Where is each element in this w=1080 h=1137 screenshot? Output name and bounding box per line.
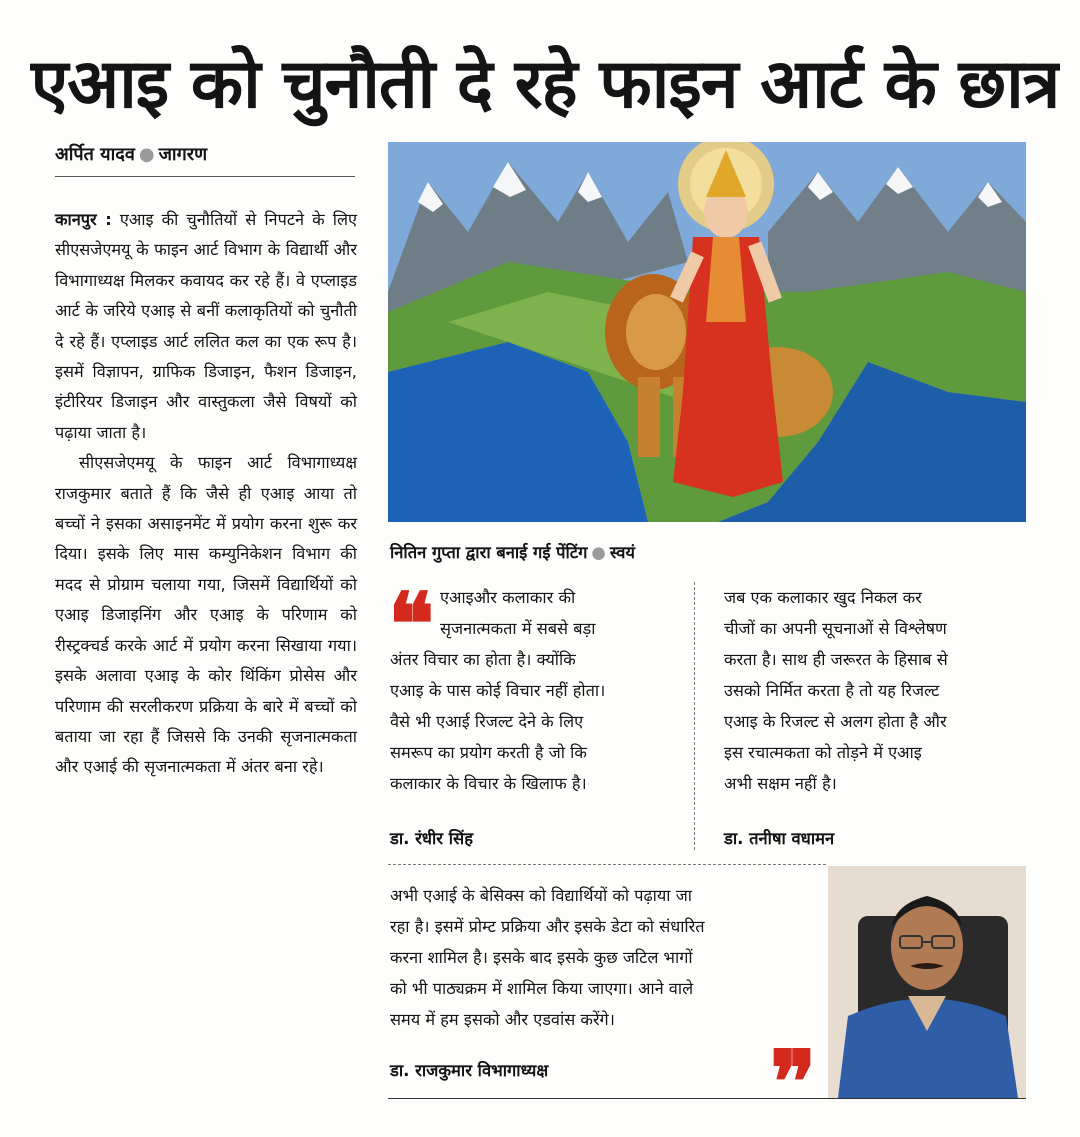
- source-name: जागरण: [158, 144, 208, 165]
- quote-2-line: एआइ के रिजल्ट से अलग होता है और: [724, 712, 947, 731]
- painting-photo: [388, 142, 1026, 522]
- quote-2-body: [724, 582, 1024, 799]
- quote-3-line: करना शामिल है। इसके बाद इसके कुछ जटिल भागों: [390, 948, 693, 967]
- quote-1-body: [390, 644, 690, 799]
- quote-1-line: समरूप का प्रयोग करती है जो कि: [390, 743, 587, 762]
- author-name: अर्पित यादव: [55, 144, 135, 165]
- separator-dot-icon: ●: [591, 543, 606, 562]
- quote-1-author: डा. रंधीर सिंह: [390, 829, 473, 848]
- section-divider: [388, 864, 826, 865]
- quote-1-line: एआइ के पास कोई विचार नहीं होता।: [390, 681, 606, 700]
- open-quote-icon: ❝: [388, 574, 435, 675]
- portrait-photo: [828, 866, 1026, 1098]
- quote-3-body: [390, 880, 826, 1035]
- quote-2-line: चीजों का अपनी सूचनाओं से विश्लेषण: [724, 619, 947, 638]
- quote-3-line: समय में हम इसको और एडवांस करेंगे।: [390, 1010, 615, 1029]
- quote-3-line: रहा है। इसमें प्रोम्ट प्रक्रिया और इसके डेटा को संधारित: [390, 917, 705, 936]
- quote-3-line: अभी एआई के बेसिक्स को विद्यार्थियों को पढ़ाया जा: [390, 886, 693, 905]
- article-body: [55, 205, 357, 783]
- quote-2-line: करता है। साथ ही जरूरत के हिसाब से: [724, 650, 948, 669]
- quote-2-line: इस रचात्मकता को तोड़ने में एआइ: [724, 743, 922, 762]
- separator-dot-icon: ●: [138, 144, 155, 165]
- paragraph-1: [55, 205, 357, 448]
- byline-divider: [55, 176, 355, 177]
- bottom-divider: [388, 1098, 1026, 1099]
- painting-illustration: [388, 142, 1026, 522]
- quote-2-line: जब एक कलाकार खुद निकल कर: [724, 588, 922, 607]
- photo-caption: [390, 540, 635, 563]
- portrait-illustration: [828, 866, 1026, 1098]
- quote-1-line: वैसे भी एआई रिजल्ट देने के लिए: [390, 712, 584, 731]
- quote-3-line: को भी पाठ्यक्रम में शामिल किया जाएगा। आने वाले: [390, 979, 694, 998]
- dateline: कानपुर :: [55, 210, 112, 229]
- quote-1-line: एआइऔर कलाकार की: [440, 588, 576, 607]
- close-quote-icon: ❞: [770, 1032, 817, 1133]
- quote-2-line: अभी सक्षम नहीं है।: [724, 774, 837, 793]
- quote-1-lead: [440, 582, 690, 644]
- quote-3-author: डा. राजकुमार विभागाध्यक्ष: [390, 1061, 549, 1080]
- byline: [55, 142, 355, 166]
- paragraph-2: सीएसजेएमयू के फाइन आर्ट विभागाध्यक्ष राजकुमार बताते हैं कि जैसे ही एआइ आया तो बच्चों ने इसका असाइनमेंट में प्रयोग करना शुरू कर दिया। इसके लिए मास कम्युनिकेशन विभाग की मदद से प्रोग्राम चलाया गया, जिसमें विद्यार्थियों को एआइ डिजाइनिंग और एआइ के परिणाम को रीस्ट्रक्चर्ड करके आर्ट में प्रयोग करना सिखाया गया। इसके अलावा एआइ के कोर थिंकिंग प्रोसेस और परिणाम की सरलीकरण प्रक्रिया के बारे में बच्चों को बताया जा रहा हैं जिससे कि उनकी सृजनात्मकता और एआई की सृजनात्मकता में अंतर बना रहे।: [55, 453, 357, 777]
- quote-1-line: कलाकार के विचार के खिलाफ है।: [390, 774, 587, 793]
- quote-1-line: अंतर विचार का होता है। क्योंकि: [390, 650, 576, 669]
- caption-text: नितिन गुप्ता द्वारा बनाई गई पेंटिंग: [390, 543, 588, 562]
- photo-credit: स्वयं: [609, 543, 635, 562]
- quote-2-author: डा. तनीषा वधामन: [724, 829, 835, 848]
- headline: एआइ को चुनौती दे रहे फाइन आर्ट के छात्र: [30, 45, 1060, 124]
- paragraph-1-text: एआइ की चुनौतियों से निपटने के लिए सीएसजेएमयू के फाइन आर्ट विभाग के विद्यार्थी और विभागाध्यक्ष मिलकर कवायद कर रहे हैं। वे एप्लाइड आर्ट के जरिये एआइ से बनीं कलाकृतियों को चुनौती दे रहे हैं। एप्लाइड आर्ट ललित कल का एक रूप है। इसमें विज्ञापन, ग्राफिक डिजाइन, फैशन डिजाइन, इंटीरियर डिजाइन और वास्तुकला जैसे विषयों को पढ़ाया जाता है।: [55, 210, 358, 442]
- column-divider: [694, 582, 695, 850]
- quote-1-line: सृजनात्मकता में सबसे बड़ा: [440, 619, 596, 638]
- quote-2-line: उसको निर्मित करता है तो यह रिजल्ट: [724, 681, 940, 700]
